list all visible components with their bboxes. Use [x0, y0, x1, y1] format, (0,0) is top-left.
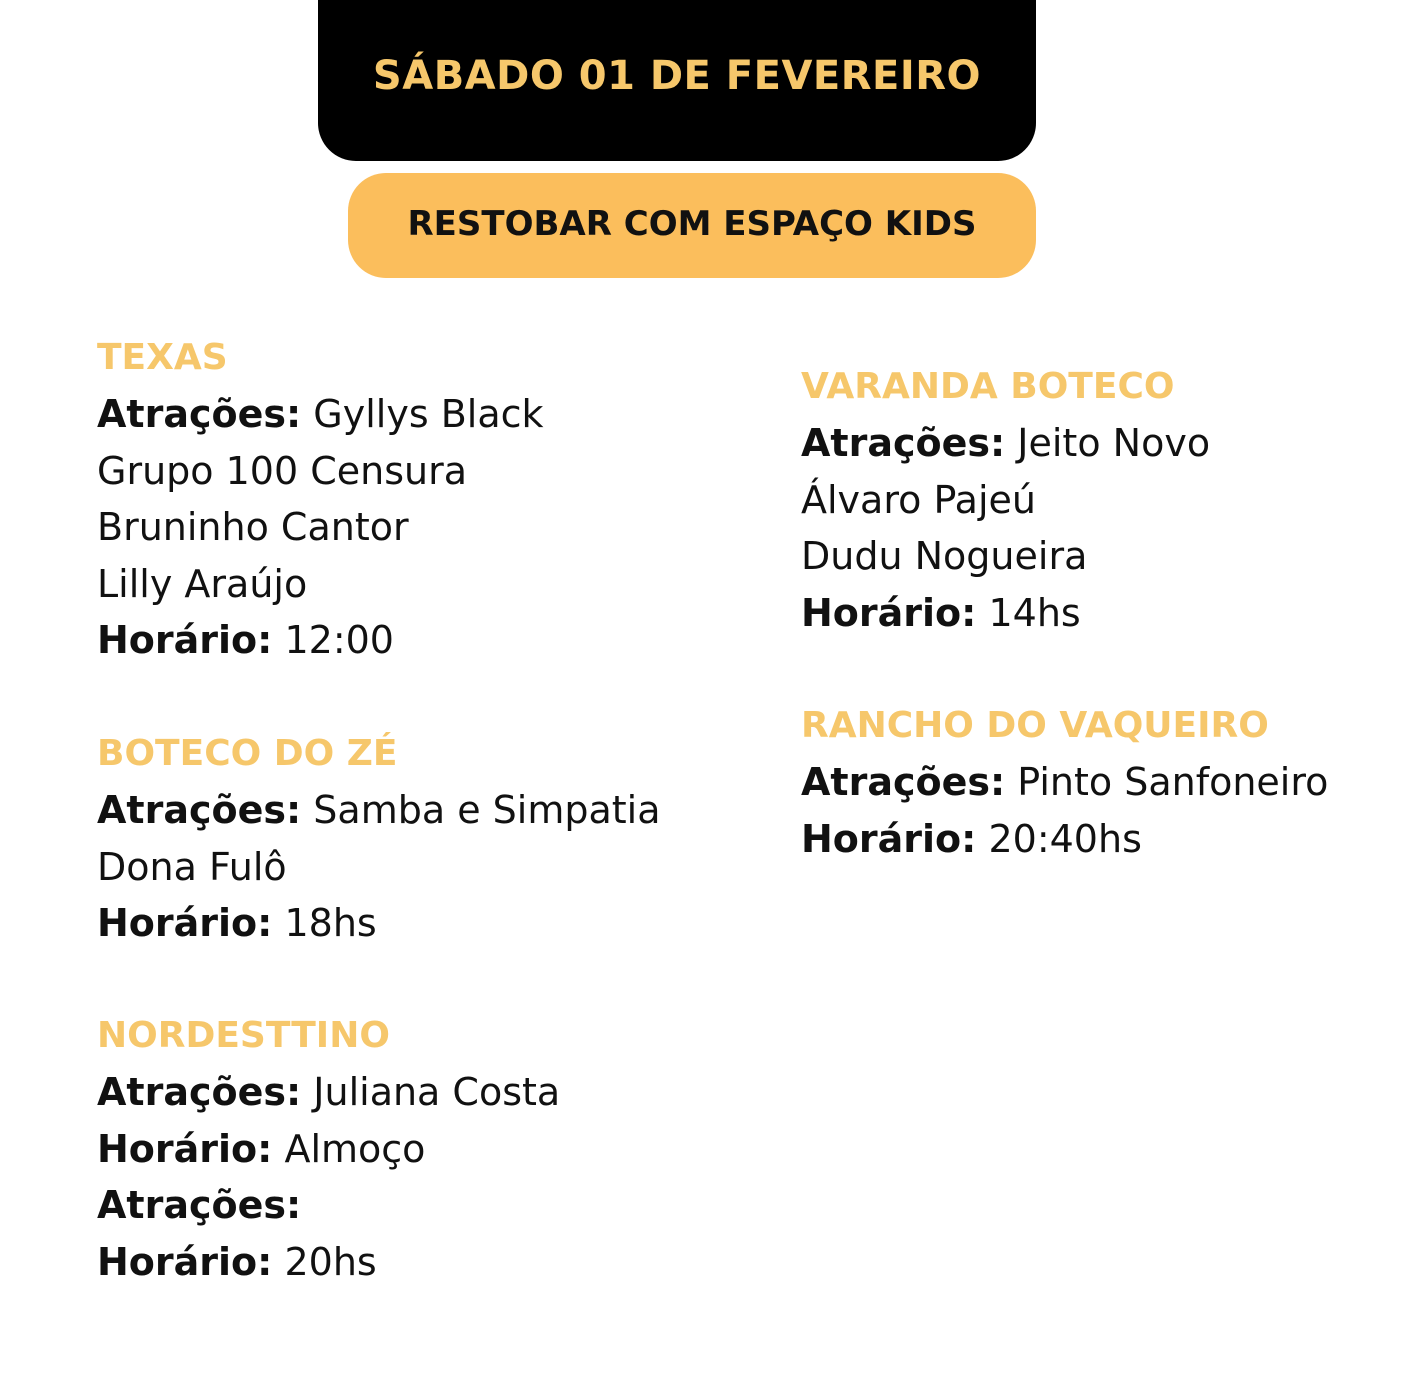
schedule-line: [97, 895, 661, 952]
attractions-label: Atrações:: [801, 760, 1006, 804]
date-banner: [318, 0, 1036, 161]
attractions-label: Atrações:: [97, 392, 302, 436]
attraction-item: Jeito Novo: [1017, 421, 1211, 465]
venue-block-varanda-boteco: [801, 359, 1210, 641]
attraction-item: Gyllys Black: [313, 392, 544, 436]
schedule-value: 20:40hs: [988, 816, 1142, 861]
attraction-item: Dona Fulô: [97, 844, 287, 889]
attractions-line: [97, 386, 544, 443]
schedule-value: Almoço: [284, 1126, 426, 1171]
venue-block-boteco-do-ze: [97, 726, 661, 952]
venue-name: BOTECO DO ZÉ: [97, 733, 398, 774]
venue-name: NORDESTTINO: [97, 1015, 390, 1056]
attraction-item: Bruninho Cantor: [97, 505, 409, 549]
schedule-label: Horário:: [801, 590, 977, 635]
attractions-line: [801, 754, 1328, 811]
venue-name: TEXAS: [97, 337, 228, 378]
schedule-line: [97, 1121, 560, 1178]
attractions-line: [97, 782, 661, 839]
schedule-label: Horário:: [97, 1126, 273, 1171]
date-title: SÁBADO 01 DE FEVEREIRO: [372, 52, 982, 99]
venue-block-rancho-do-vaqueiro: [801, 698, 1328, 867]
schedule-label: Horário:: [97, 901, 273, 945]
attractions-line: [97, 1177, 560, 1234]
venue-name: VARANDA BOTECO: [801, 366, 1175, 407]
schedule-label: Horário:: [97, 618, 273, 662]
schedule-value: 20hs: [284, 1239, 377, 1284]
attraction-item: Juliana Costa: [313, 1070, 561, 1114]
venue-type-label: RESTOBAR COM ESPAÇO KIDS: [407, 203, 977, 244]
attractions-label: Atrações:: [97, 788, 302, 832]
schedule-value: 12:00: [284, 618, 394, 662]
attractions-label: Atrações:: [97, 1070, 302, 1114]
attractions-line: [801, 415, 1210, 472]
attraction-item: Dudu Nogueira: [801, 534, 1088, 578]
schedule-label: Horário:: [801, 816, 977, 861]
schedule-line: [801, 811, 1328, 868]
attractions-label: Atrações:: [97, 1183, 302, 1227]
venue-type-badge: [348, 173, 1036, 278]
attraction-item: Grupo 100 Censura: [97, 448, 467, 493]
attractions-label: Atrações:: [801, 421, 1006, 465]
schedule-label: Horário:: [97, 1239, 273, 1284]
schedule-line: [97, 612, 544, 669]
attraction-item: Lilly Araújo: [97, 561, 308, 606]
attraction-item: Álvaro Pajeú: [801, 477, 1036, 522]
schedule-line: [801, 585, 1210, 642]
attraction-item: Samba e Simpatia: [313, 788, 661, 832]
venue-name: RANCHO DO VAQUEIRO: [801, 705, 1269, 746]
attraction-item: Pinto Sanfoneiro: [1017, 760, 1329, 804]
venue-block-texas: [97, 330, 544, 669]
schedule-value: 14hs: [988, 590, 1081, 635]
venue-block-nordesttino: [97, 1008, 560, 1290]
schedule-value: 18hs: [284, 901, 377, 945]
attractions-line: [97, 1064, 560, 1121]
schedule-line: [97, 1234, 560, 1291]
